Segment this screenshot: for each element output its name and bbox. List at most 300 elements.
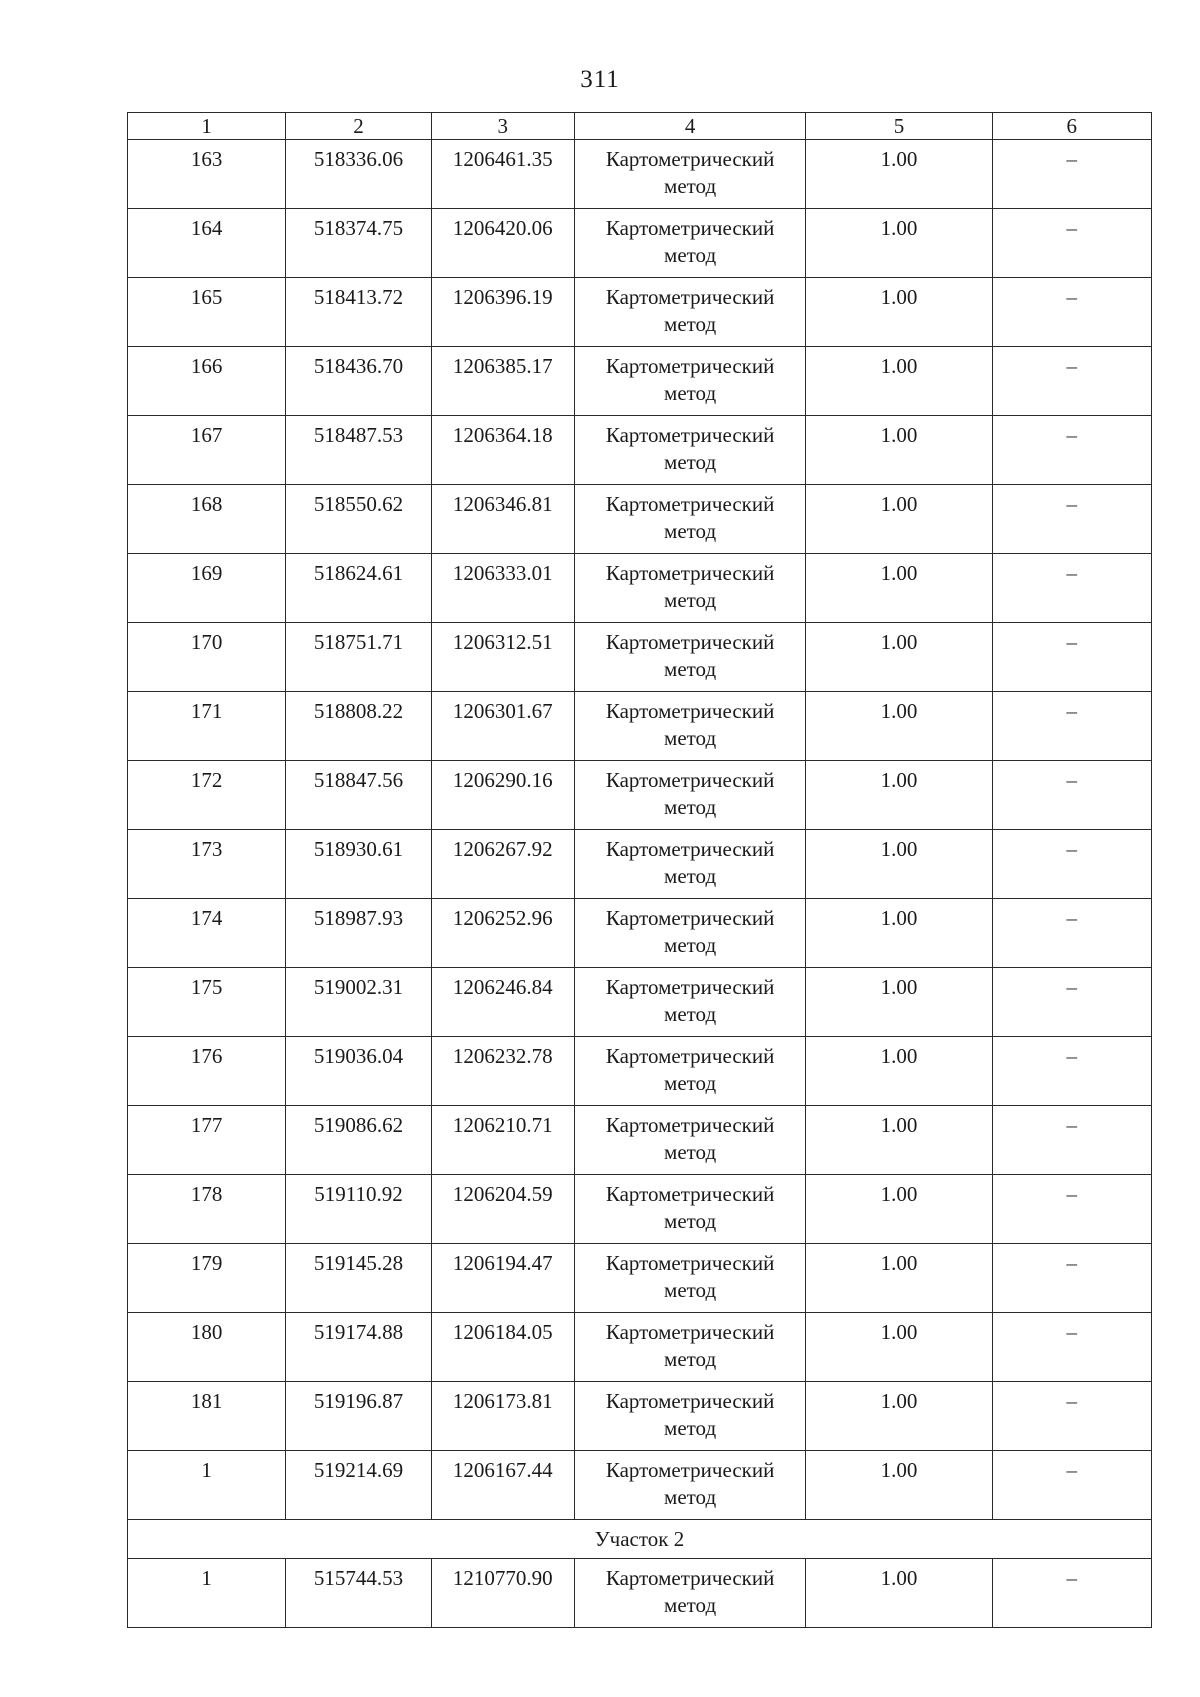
method-cell [574,485,806,554]
method-cell [574,1559,806,1628]
y-coordinate-text: 1206461.35 [452,147,553,171]
accuracy-cell [806,1451,992,1520]
x-coordinate-text: 518374.75 [313,216,404,240]
method-cell [574,1037,806,1106]
note-text: – [1066,837,1078,861]
table-row [128,1451,1152,1520]
method-line-1: Картометрический [605,216,775,240]
point-number-cell [128,485,286,554]
accuracy-cell [806,416,992,485]
column-header: 4 [574,113,806,140]
method-line-2: метод [664,1278,717,1302]
method-line-2: метод [664,1593,717,1617]
x-coordinate-cell [286,1451,431,1520]
y-coordinate-text: 1206173.81 [452,1389,553,1413]
y-coordinate-text: 1206232.78 [452,1044,553,1068]
accuracy-cell [806,761,992,830]
point-number-text: 179 [190,1251,223,1275]
point-number-text: 165 [190,285,223,309]
note-cell [992,1313,1151,1382]
accuracy-text: 1.00 [880,1458,918,1482]
method-line-1: Картометрический [605,1566,775,1590]
note-text: – [1066,906,1078,930]
x-coordinate-text: 518487.53 [313,423,404,447]
point-number-text: 173 [190,837,223,861]
note-text: – [1066,1113,1078,1137]
method-line-1: Картометрический [605,1458,775,1482]
x-coordinate-text: 519110.92 [314,1182,403,1206]
accuracy-cell [806,140,992,209]
note-cell [992,416,1151,485]
y-coordinate-cell [431,968,574,1037]
note-cell [992,347,1151,416]
y-coordinate-cell [431,899,574,968]
note-cell [992,1175,1151,1244]
method-line-2: метод [664,1071,717,1095]
x-coordinate-cell [286,623,431,692]
note-cell [992,623,1151,692]
note-text: – [1066,492,1078,516]
accuracy-cell [806,1175,992,1244]
method-cell [574,1451,806,1520]
accuracy-text: 1.00 [880,147,918,171]
note-cell [992,1559,1151,1628]
section-row [128,1520,1152,1559]
x-coordinate-cell [286,554,431,623]
table-row [128,485,1152,554]
method-line-1: Картометрический [605,975,775,999]
note-text: – [1066,285,1078,309]
accuracy-text: 1.00 [880,1113,918,1137]
note-text: – [1066,561,1078,585]
y-coordinate-text: 1206385.17 [452,354,553,378]
note-text: – [1066,423,1078,447]
point-number-cell [128,416,286,485]
coordinates-table [127,112,1152,1628]
point-number-text: 174 [190,906,223,930]
point-number-cell [128,1106,286,1175]
note-cell [992,485,1151,554]
note-text: – [1066,1251,1078,1275]
y-coordinate-cell [431,1382,574,1451]
table-row [128,554,1152,623]
table-row [128,899,1152,968]
y-coordinate-text: 1206312.51 [452,630,553,654]
method-cell [574,1106,806,1175]
note-cell [992,554,1151,623]
point-number-text: 176 [190,1044,223,1068]
x-coordinate-cell [286,1106,431,1175]
x-coordinate-cell [286,1382,431,1451]
table-row [128,830,1152,899]
table-row [128,209,1152,278]
point-number-cell [128,623,286,692]
method-cell [574,761,806,830]
method-cell [574,830,806,899]
table-row [128,1559,1152,1628]
point-number-cell [128,347,286,416]
y-coordinate-text: 1206267.92 [452,837,553,861]
method-line-2: метод [664,1140,717,1164]
method-line-1: Картометрический [605,354,775,378]
point-number-cell [128,1382,286,1451]
method-line-2: метод [664,519,717,543]
method-line-2: метод [664,1347,717,1371]
accuracy-cell [806,1106,992,1175]
accuracy-text: 1.00 [880,1566,918,1590]
y-coordinate-cell [431,1313,574,1382]
accuracy-cell [806,1559,992,1628]
y-coordinate-text: 1206333.01 [452,561,553,585]
x-coordinate-text: 518987.93 [313,906,404,930]
accuracy-text: 1.00 [880,423,918,447]
point-number-cell [128,1175,286,1244]
accuracy-cell [806,830,992,899]
y-coordinate-cell [431,1559,574,1628]
note-cell [992,1037,1151,1106]
table-row [128,416,1152,485]
y-coordinate-text: 1206346.81 [452,492,553,516]
note-cell [992,1382,1151,1451]
note-cell [992,1244,1151,1313]
point-number-text: 166 [190,354,223,378]
note-text: – [1066,147,1078,171]
accuracy-text: 1.00 [880,1044,918,1068]
point-number-text: 167 [190,423,223,447]
point-number-cell [128,278,286,347]
y-coordinate-text: 1206301.67 [452,699,553,723]
x-coordinate-cell [286,692,431,761]
y-coordinate-cell [431,347,574,416]
accuracy-cell [806,1037,992,1106]
accuracy-cell [806,899,992,968]
column-header: 5 [806,113,992,140]
point-number-cell [128,209,286,278]
point-number-cell [128,1313,286,1382]
note-cell [992,278,1151,347]
method-cell [574,1244,806,1313]
table-body [128,113,1152,1628]
method-cell [574,554,806,623]
point-number-text: 1 [201,1458,212,1482]
method-line-1: Картометрический [605,1044,775,1068]
point-number-text: 164 [190,216,223,240]
note-text: – [1066,1566,1078,1590]
note-cell [992,692,1151,761]
x-coordinate-text: 515744.53 [313,1566,404,1590]
page-number: 311 [580,66,620,93]
method-line-2: метод [664,312,717,336]
accuracy-text: 1.00 [880,354,918,378]
table-row [128,623,1152,692]
accuracy-text: 1.00 [880,561,918,585]
x-coordinate-text: 518930.61 [313,837,404,861]
section-title: Участок 2 [128,1520,1152,1559]
method-line-2: метод [664,1485,717,1509]
y-coordinate-text: 1210770.90 [452,1566,553,1590]
point-number-cell [128,140,286,209]
note-cell [992,830,1151,899]
y-coordinate-text: 1206184.05 [452,1320,553,1344]
point-number-text: 180 [190,1320,223,1344]
x-coordinate-text: 518808.22 [313,699,404,723]
x-coordinate-text: 519086.62 [313,1113,404,1137]
method-line-1: Картометрический [605,147,775,171]
accuracy-text: 1.00 [880,699,918,723]
accuracy-cell [806,209,992,278]
table-row [128,761,1152,830]
method-line-1: Картометрический [605,837,775,861]
y-coordinate-cell [431,1244,574,1313]
y-coordinate-text: 1206167.44 [452,1458,553,1482]
x-coordinate-text: 518550.62 [313,492,404,516]
point-number-cell [128,1037,286,1106]
method-line-2: метод [664,933,717,957]
method-line-1: Картометрический [605,906,775,930]
column-header: 2 [286,113,431,140]
point-number-text: 177 [190,1113,223,1137]
y-coordinate-cell [431,1037,574,1106]
point-number-text: 168 [190,492,223,516]
note-text: – [1066,216,1078,240]
point-number-cell [128,899,286,968]
accuracy-text: 1.00 [880,630,918,654]
y-coordinate-text: 1206420.06 [452,216,553,240]
point-number-text: 175 [190,975,223,999]
y-coordinate-cell [431,140,574,209]
accuracy-text: 1.00 [880,975,918,999]
y-coordinate-cell [431,209,574,278]
accuracy-text: 1.00 [880,837,918,861]
table-row [128,1175,1152,1244]
table-row [128,1313,1152,1382]
method-line-2: метод [664,1416,717,1440]
note-text: – [1066,1320,1078,1344]
point-number-cell [128,1559,286,1628]
method-line-2: метод [664,726,717,750]
note-text: – [1066,1458,1078,1482]
x-coordinate-cell [286,1244,431,1313]
x-coordinate-text: 519174.88 [313,1320,404,1344]
method-line-2: метод [664,1209,717,1233]
note-cell [992,1106,1151,1175]
accuracy-cell [806,278,992,347]
note-cell [992,140,1151,209]
y-coordinate-text: 1206364.18 [452,423,553,447]
y-coordinate-cell [431,830,574,899]
x-coordinate-text: 519145.28 [313,1251,404,1275]
y-coordinate-cell [431,554,574,623]
method-cell [574,140,806,209]
table-row [128,1037,1152,1106]
method-line-1: Картометрический [605,1251,775,1275]
method-line-1: Картометрический [605,1389,775,1413]
method-cell [574,899,806,968]
note-text: – [1066,1044,1078,1068]
note-cell [992,1451,1151,1520]
accuracy-text: 1.00 [880,285,918,309]
point-number-text: 163 [190,147,223,171]
y-coordinate-cell [431,692,574,761]
method-cell [574,623,806,692]
x-coordinate-cell [286,416,431,485]
accuracy-cell [806,554,992,623]
accuracy-cell [806,347,992,416]
x-coordinate-text: 518336.06 [313,147,404,171]
accuracy-text: 1.00 [880,768,918,792]
method-line-2: метод [664,657,717,681]
y-coordinate-cell [431,1175,574,1244]
x-coordinate-cell [286,899,431,968]
accuracy-cell [806,692,992,761]
method-line-2: метод [664,174,717,198]
method-cell [574,347,806,416]
accuracy-cell [806,485,992,554]
method-line-2: метод [664,795,717,819]
y-coordinate-text: 1206246.84 [452,975,553,999]
x-coordinate-cell [286,1313,431,1382]
point-number-text: 171 [190,699,223,723]
method-cell [574,692,806,761]
method-line-2: метод [664,381,717,405]
x-coordinate-text: 518436.70 [313,354,404,378]
method-line-1: Картометрический [605,768,775,792]
accuracy-text: 1.00 [880,906,918,930]
x-coordinate-cell [286,347,431,416]
method-line-1: Картометрический [605,1182,775,1206]
x-coordinate-text: 518847.56 [313,768,404,792]
point-number-cell [128,761,286,830]
note-cell [992,761,1151,830]
accuracy-text: 1.00 [880,1182,918,1206]
point-number-text: 1 [201,1566,212,1590]
method-cell [574,278,806,347]
method-line-1: Картометрический [605,561,775,585]
table-row [128,1244,1152,1313]
accuracy-text: 1.00 [880,492,918,516]
note-text: – [1066,354,1078,378]
method-line-1: Картометрический [605,285,775,309]
method-cell [574,209,806,278]
table-row [128,140,1152,209]
point-number-cell [128,692,286,761]
note-cell [992,899,1151,968]
accuracy-text: 1.00 [880,1389,918,1413]
column-header: 6 [992,113,1151,140]
x-coordinate-text: 519036.04 [313,1044,404,1068]
x-coordinate-text: 519002.31 [313,975,404,999]
x-coordinate-text: 518624.61 [313,561,404,585]
y-coordinate-text: 1206210.71 [452,1113,553,1137]
x-coordinate-cell [286,485,431,554]
point-number-text: 170 [190,630,223,654]
point-number-cell [128,554,286,623]
x-coordinate-cell [286,761,431,830]
y-coordinate-cell [431,1106,574,1175]
table-row [128,1106,1152,1175]
x-coordinate-cell [286,968,431,1037]
accuracy-text: 1.00 [880,1320,918,1344]
accuracy-cell [806,1244,992,1313]
point-number-text: 172 [190,768,223,792]
method-cell [574,416,806,485]
accuracy-cell [806,623,992,692]
column-header: 1 [128,113,286,140]
note-text: – [1066,768,1078,792]
y-coordinate-cell [431,278,574,347]
note-text: – [1066,630,1078,654]
y-coordinate-cell [431,485,574,554]
note-cell [992,968,1151,1037]
method-line-1: Картометрический [605,492,775,516]
table-row [128,968,1152,1037]
y-coordinate-text: 1206252.96 [452,906,553,930]
y-coordinate-cell [431,416,574,485]
accuracy-cell [806,1382,992,1451]
method-line-1: Картометрический [605,1320,775,1344]
method-line-1: Картометрический [605,1113,775,1137]
accuracy-text: 1.00 [880,216,918,240]
x-coordinate-cell [286,1037,431,1106]
y-coordinate-text: 1206204.59 [452,1182,553,1206]
table-row [128,347,1152,416]
note-text: – [1066,975,1078,999]
point-number-text: 181 [190,1389,223,1413]
method-line-1: Картометрический [605,423,775,447]
accuracy-cell [806,968,992,1037]
method-line-2: метод [664,243,717,267]
x-coordinate-text: 519196.87 [313,1389,404,1413]
x-coordinate-text: 518751.71 [313,630,404,654]
table-header-row [128,113,1152,140]
method-line-1: Картометрический [605,699,775,723]
y-coordinate-cell [431,623,574,692]
method-line-1: Картометрический [605,630,775,654]
note-text: – [1066,1389,1078,1413]
point-number-cell [128,1451,286,1520]
y-coordinate-cell [431,1451,574,1520]
method-cell [574,1175,806,1244]
method-cell [574,968,806,1037]
x-coordinate-cell [286,830,431,899]
x-coordinate-cell [286,140,431,209]
method-cell [574,1313,806,1382]
x-coordinate-cell [286,1175,431,1244]
note-text: – [1066,699,1078,723]
x-coordinate-text: 519214.69 [313,1458,404,1482]
method-line-2: метод [664,864,717,888]
point-number-cell [128,830,286,899]
point-number-text: 178 [190,1182,223,1206]
note-cell [992,209,1151,278]
y-coordinate-text: 1206194.47 [452,1251,553,1275]
method-cell [574,1382,806,1451]
accuracy-cell [806,1313,992,1382]
table-row [128,692,1152,761]
y-coordinate-cell [431,761,574,830]
x-coordinate-text: 518413.72 [313,285,404,309]
method-line-2: метод [664,588,717,612]
method-line-2: метод [664,450,717,474]
column-header: 3 [431,113,574,140]
y-coordinate-text: 1206290.16 [452,768,553,792]
point-number-text: 169 [190,561,223,585]
x-coordinate-cell [286,278,431,347]
x-coordinate-cell [286,1559,431,1628]
point-number-cell [128,1244,286,1313]
x-coordinate-cell [286,209,431,278]
table-row [128,1382,1152,1451]
